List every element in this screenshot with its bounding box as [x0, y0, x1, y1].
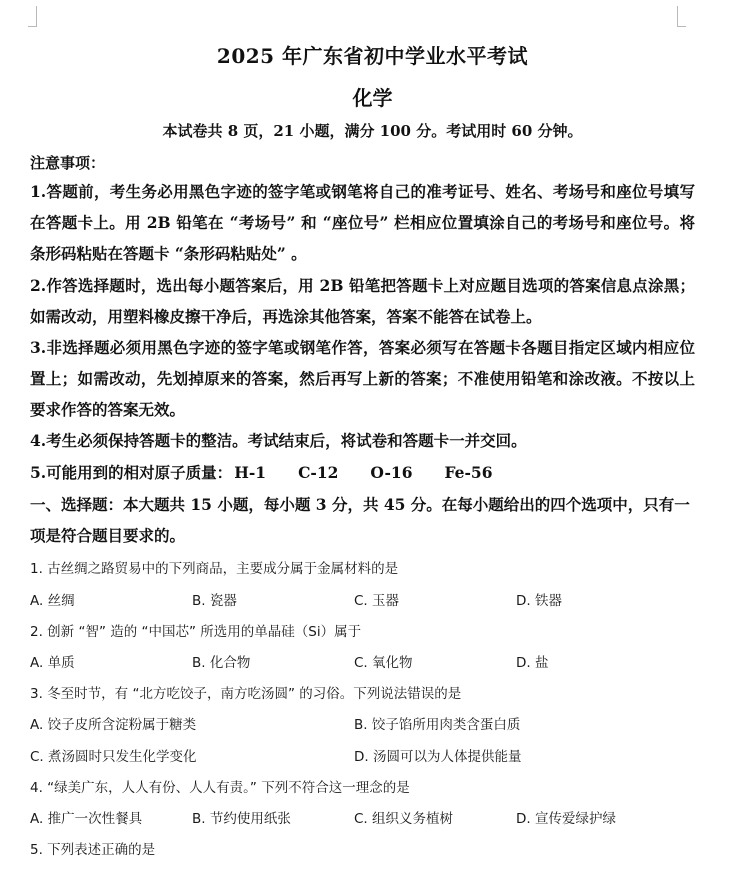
atomic-mass-label: 5.可能用到的相对原子质量： [30, 463, 233, 482]
question-2-option-c: C. 氧化物 [354, 655, 413, 671]
crop-mark-top-left [28, 6, 37, 27]
question-2-option-a: A. 单质 [30, 655, 75, 671]
question-2-option-b: B. 化合物 [192, 655, 251, 671]
question-4-option-c: C. 组织义务植树 [354, 811, 454, 827]
question-1-option-b: B. 瓷器 [192, 593, 237, 609]
atomic-mass-fe: Fe-56 [444, 463, 493, 482]
question-4-option-a: A. 推广一次性餐具 [30, 811, 143, 827]
notice-heading: 注意事项： [30, 154, 106, 172]
notice-item-2: 2.作答选择题时，选出每小题答案后，用 2B 铅笔把答题卡上对应题目选项的答案信息点涂黑；如需改动，用塑料橡皮擦干净后，再选涂其他答案，答案不能答在试卷上。 [30, 276, 695, 326]
exam-title: 2025 年广东省初中学业水平考试 [216, 44, 529, 68]
atomic-mass-h: H-1 [234, 463, 267, 482]
notice-item-5 [30, 457, 695, 488]
question-1-stem: 1. 古丝绸之路贸易中的下列商品，主要成分属于金属材料的是 [30, 561, 399, 577]
question-2-stem: 2. 创新 “智” 造的 “中国芯” 所选用的单晶硅（Si）属于 [30, 624, 362, 640]
section-one-heading: 一、选择题：本大题共 15 小题，每小题 3 分，共 45 分。在每小题给出的四个选项中，只有一项是符合题目要求的。 [30, 495, 690, 545]
question-3-option-c: C. 煮汤圆时只发生化学变化 [30, 749, 197, 765]
question-3-option-b: B. 饺子馅所用肉类含蛋白质 [354, 717, 521, 733]
question-1-option-a: A. 丝绸 [30, 593, 75, 609]
notice-item-3: 3.非选择题必须用黑色字迹的签字笔或钢笔作答，答案必须写在答题卡各题目指定区域内相应位置上；如需改动，先划掉原来的答案，然后再写上新的答案；不准使用铅笔和涂改液。不按以上要求作答的答案无效。 [30, 338, 695, 419]
notice-item-1: 1.答题前，考生务必用黑色字迹的签字笔或钢笔将自己的准考证号、姓名、考场号和座位号填写在答题卡上。用 2B 铅笔在 “考场号” 和 “座位号” 栏相应位置填涂自己的考场号和座位号。将条形码粘贴在答题卡 “条形码粘贴处” 。 [30, 182, 695, 263]
question-4-option-b: B. 节约使用纸张 [192, 811, 291, 827]
exam-subject: 化学 [352, 86, 393, 110]
question-4-stem: 4. “绿美广东，人人有份、人人有责。” 下列不符合这一理念的是 [30, 780, 410, 796]
question-3-stem: 3. 冬至时节，有 “北方吃饺子，南方吃汤圆” 的习俗。下列说法错误的是 [30, 686, 462, 702]
question-4-option-d: D. 宣传爱绿护绿 [516, 811, 616, 827]
question-3-option-a: A. 饺子皮所含淀粉属于糖类 [30, 717, 197, 733]
question-3-option-d: D. 汤圆可以为人体提供能量 [354, 749, 522, 765]
exam-intro: 本试卷共 8 页，21 小题，满分 100 分。考试用时 60 分钟。 [162, 122, 583, 140]
question-1-option-c: C. 玉器 [354, 593, 400, 609]
question-2-option-d: D. 盐 [516, 655, 549, 671]
question-5-stem: 5. 下列表述正确的是 [30, 842, 156, 858]
crop-mark-top-right [677, 6, 686, 27]
atomic-mass-c: C-12 [298, 463, 339, 482]
atomic-mass-o: O-16 [370, 463, 413, 482]
notice-item-4: 4.考生必须保持答题卡的整洁。考试结束后，将试卷和答题卡一并交回。 [30, 431, 527, 450]
question-1-option-d: D. 铁器 [516, 593, 562, 609]
